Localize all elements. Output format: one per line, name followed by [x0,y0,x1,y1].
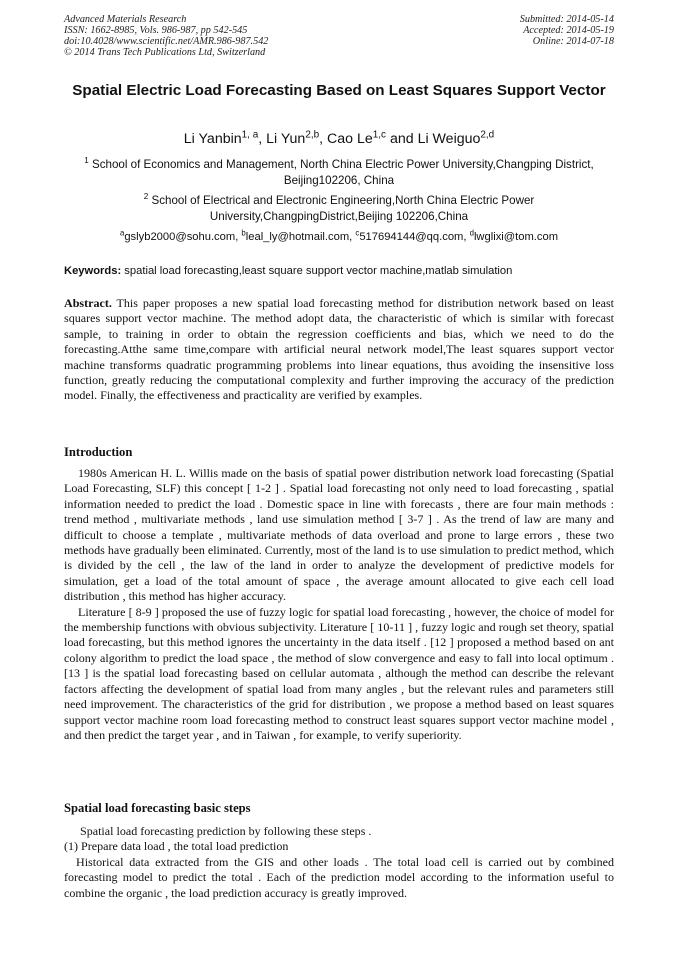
journal-info [64,14,268,58]
email-address[interactable]: 517694144@qq.com, [359,231,470,243]
email-address[interactable]: gslyb2000@sohu.com, [124,231,242,243]
author-name: Li Weiguo [417,131,481,147]
author-list [64,130,614,148]
keywords-text: spatial load forecasting,least square support vector machine,matlab simulation [121,265,513,277]
email-list [64,229,614,245]
abstract-text: This paper proposes a new spatial load forecasting method for distribution network based on least squares support vector machine. The method adopt data, the characteristic of which is similar with forecast sample, to training in order to obtain the regression coefficients and bias, which we need to do the forecasting.Atthe same time,compare with artificial neural network model,The least squares support vector machine transforms quadratic programming problems into linear equations, thus avoiding the insensitive loss function, greatly reducing the computational complexity and further improving the accuracy of the prediction model. Finally, the effectiveness and practicality are verified by examples. [64,296,614,403]
affiliation-2 [64,193,614,225]
email-sup: d [469,228,474,238]
email-address[interactable]: lwglixi@tom.com [473,231,559,243]
intro-paragraph: Literature [ 8-9 ] proposed the use of fuzzy logic for spatial load forecasting , however, the choice of model for the membership functions with obvious subjectivity. Literature [ 10-11 ] , fuzzy logic and rough set theory, spatial load forecasting, but this method ignores the uncertainty in the data itself . [12 ] proposed a method based on ant colony algorithm to predict the load space , the method of slow convergence and easy to fall into local optimum . [13 ] is the spatial load forecasting based on cellular automata , although the method can describe the relevant factors affecting the development of spatial load from many angles , but the relevant rules and parameters still need improvement. The characteristics of the grid for distribution , we propose a method based on least squares support vector machine room load forecasting method to construct least squares support vector machine model , and then predict the target year , and in Taiwan , for example, to verify superiority. [64,604,614,742]
copyright-line: © 2014 Trans Tech Publications Ltd, Switzerland [64,47,266,58]
author-sup: 1,c [372,129,386,141]
affiliation-sup: 1 [84,156,89,166]
online-date: Online: 2014-07-18 [532,36,614,47]
issn-line: ISSN: 1662-8985, Vols. 986-987, pp 542-545 [64,25,248,36]
author-name: Cao Le [327,131,373,147]
paper-title: Spatial Electric Load Forecasting Based on Least Squares Support Vector [72,82,606,99]
author-separator: and [386,131,418,147]
affiliation-sup: 2 [143,192,149,202]
journal-name: Advanced Materials Research [64,14,187,25]
author-name: Li Yun [266,131,306,147]
introduction-heading: Introduction [64,445,133,459]
author-separator: , [258,131,267,147]
steps-heading: Spatial load forecasting basic steps [64,801,251,815]
abstract-label: Abstract. [64,296,112,310]
accepted-date: Accepted: 2014-05-19 [523,25,614,36]
steps-intro-line: Spatial load forecasting prediction by following these steps . [80,824,372,838]
author-sup: 1, a [241,129,259,141]
intro-paragraph: 1980s American H. L. Willis made on the basis of spatial power distribution network load forecasting (Spatial Load Forecasting, SLF) this concept [ 1-2 ] . Spatial load forecasting not only need to load forecasting , spatial information needed to predict the load . Domestic space in line with forecasts , there are four main methods : trend method , multivariate methods , land use simulation method [ 3-7 ] . As the trend of law are many and difficult to choose a template , multivariate methods of data overload and prone to large errors , these two methods have gradually been eliminated. Currently, most of the land is to use simulation to predict method, which is divided by the cell , the law of the land in order to analyze the development of predictive models for simulation, get a load of the total amount of space , the average amount allocated to give each cell load distribution , this method has higher accuracy. [64,466,614,604]
keywords [64,263,614,279]
abstract [64,296,614,404]
author-sup: 2,d [480,129,495,141]
step-1-paragraph: Historical data extracted from the GIS and other loads . The total load cell is carried out by combined forecasting model to predict the total . Each of the prediction model according to the information useful to combine the organic , the load prediction accuracy is greatly improved. [64,854,614,900]
abstract-paragraph [64,296,614,404]
author-name: Li Yanbin [183,131,242,147]
email-sup: c [355,228,360,238]
doi-line[interactable]: doi:10.4028/www.scientific.net/AMR.986-987.542 [64,36,269,47]
author-separator: , [319,131,327,147]
author-sup: 2,b [305,129,320,141]
email-sup: a [119,228,125,238]
submitted-date: Submitted: 2014-05-14 [519,14,614,25]
affiliation-text: School of Electrical and Electronic Engineering,North China Electric Power University,ChangpingDistrict,Beijing 102206,China [151,194,535,223]
submission-dates [520,14,614,47]
introduction-body [64,466,614,743]
step-1-title: (1) Prepare data load , the total load prediction [64,839,289,854]
email-sup: b [241,228,246,238]
keywords-label: Keywords: [64,265,122,277]
affiliation-1 [64,157,614,189]
steps-body [64,824,614,901]
affiliation-text: School of Economics and Management, North China Electric Power University,Changping District, Beijing102206, China [91,158,594,187]
email-address[interactable]: leal_ly@hotmail.com, [245,231,356,243]
